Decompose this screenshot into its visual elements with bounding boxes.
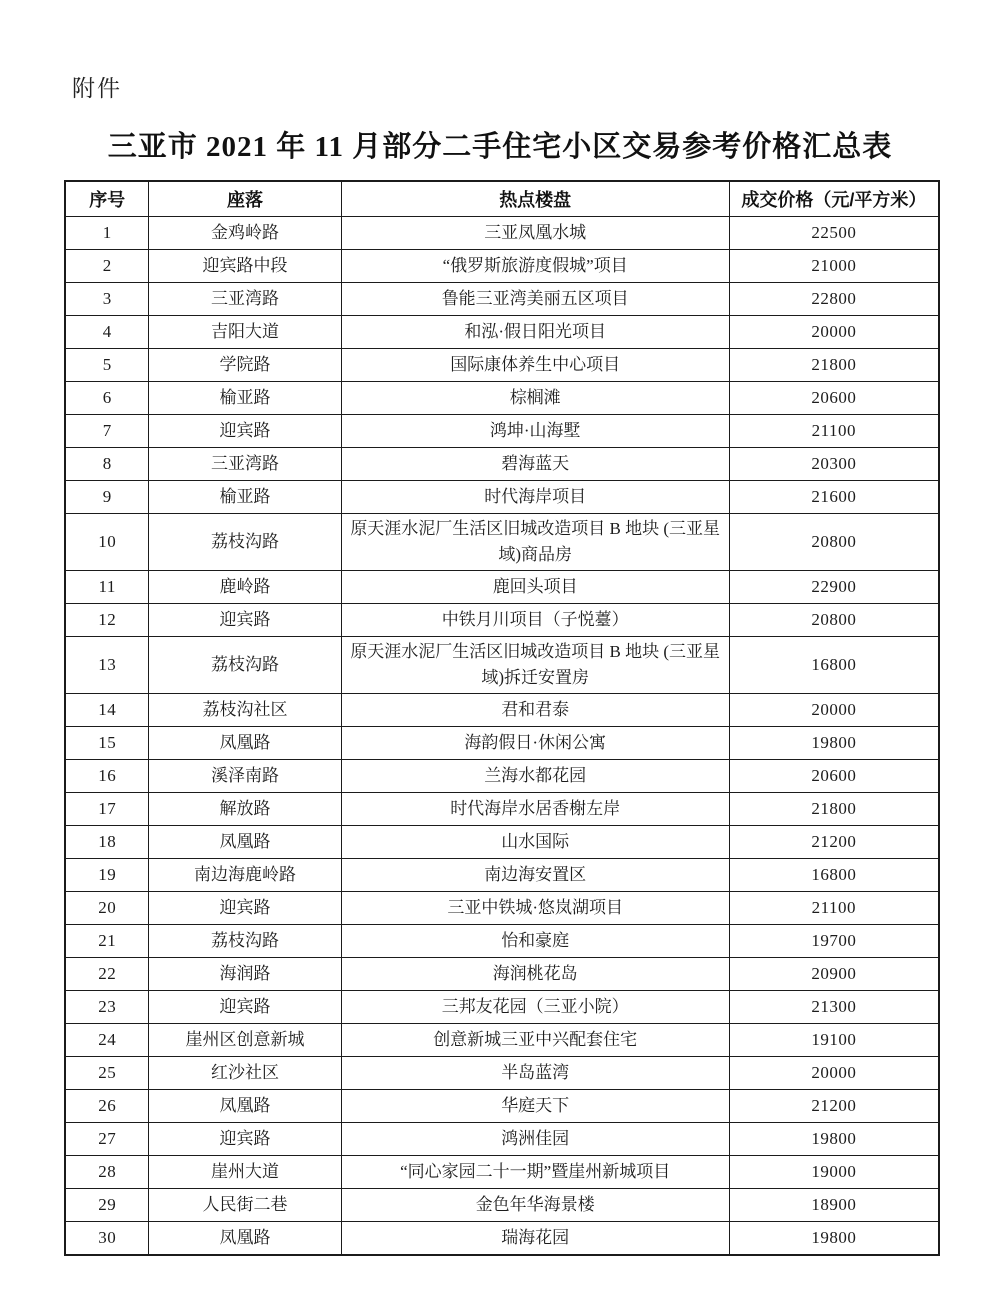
cell-location: 红沙社区 xyxy=(149,1057,341,1090)
table-row xyxy=(65,925,939,958)
table-row xyxy=(65,760,939,793)
cell-no: 27 xyxy=(65,1123,149,1156)
cell-no: 22 xyxy=(65,958,149,991)
cell-property: 鹿回头项目 xyxy=(341,571,729,604)
cell-no: 11 xyxy=(65,571,149,604)
cell-location: 金鸡岭路 xyxy=(149,217,341,250)
cell-location: 凤凰路 xyxy=(149,826,341,859)
table-row xyxy=(65,859,939,892)
cell-price: 16800 xyxy=(729,859,939,892)
cell-property: 君和君泰 xyxy=(341,694,729,727)
cell-price: 20800 xyxy=(729,514,939,571)
cell-price: 21300 xyxy=(729,991,939,1024)
cell-price: 20600 xyxy=(729,382,939,415)
cell-price: 22900 xyxy=(729,571,939,604)
cell-price: 21100 xyxy=(729,415,939,448)
cell-property: 三亚中铁城·悠岚湖项目 xyxy=(341,892,729,925)
cell-property: 中铁月川项目（子悦薹） xyxy=(341,604,729,637)
cell-no: 6 xyxy=(65,382,149,415)
cell-property: 山水国际 xyxy=(341,826,729,859)
cell-location: 荔枝沟路 xyxy=(149,637,341,694)
cell-property: 碧海蓝天 xyxy=(341,448,729,481)
table-header xyxy=(65,181,939,217)
cell-price: 21200 xyxy=(729,826,939,859)
cell-location: 解放路 xyxy=(149,793,341,826)
table-row xyxy=(65,637,939,694)
cell-location: 崖州区创意新城 xyxy=(149,1024,341,1057)
cell-property: 国际康体养生中心项目 xyxy=(341,349,729,382)
cell-location: 凤凰路 xyxy=(149,1090,341,1123)
table-header-row xyxy=(65,181,939,217)
cell-no: 19 xyxy=(65,859,149,892)
table-row xyxy=(65,604,939,637)
cell-property: 鸿坤·山海墅 xyxy=(341,415,729,448)
cell-no: 4 xyxy=(65,316,149,349)
cell-price: 22800 xyxy=(729,283,939,316)
cell-no: 7 xyxy=(65,415,149,448)
cell-location: 荔枝沟路 xyxy=(149,925,341,958)
cell-no: 9 xyxy=(65,481,149,514)
table-row xyxy=(65,349,939,382)
cell-location: 学院路 xyxy=(149,349,341,382)
cell-property: 金色年华海景楼 xyxy=(341,1189,729,1222)
cell-location: 三亚湾路 xyxy=(149,448,341,481)
table-row xyxy=(65,316,939,349)
cell-location: 迎宾路中段 xyxy=(149,250,341,283)
cell-property: 原天涯水泥厂生活区旧城改造项目 B 地块 (三亚星域)商品房 xyxy=(341,514,729,571)
cell-location: 海润路 xyxy=(149,958,341,991)
cell-price: 20900 xyxy=(729,958,939,991)
cell-no: 23 xyxy=(65,991,149,1024)
cell-location: 凤凰路 xyxy=(149,1222,341,1256)
table-row xyxy=(65,727,939,760)
cell-property: 怡和豪庭 xyxy=(341,925,729,958)
header-property: 热点楼盘 xyxy=(341,181,729,217)
price-table xyxy=(64,180,940,1256)
cell-location: 三亚湾路 xyxy=(149,283,341,316)
cell-location: 荔枝沟路 xyxy=(149,514,341,571)
table-row xyxy=(65,826,939,859)
cell-no: 24 xyxy=(65,1024,149,1057)
cell-no: 16 xyxy=(65,760,149,793)
cell-price: 18900 xyxy=(729,1189,939,1222)
cell-price: 21200 xyxy=(729,1090,939,1123)
cell-no: 28 xyxy=(65,1156,149,1189)
cell-price: 20300 xyxy=(729,448,939,481)
table-row xyxy=(65,793,939,826)
cell-no: 10 xyxy=(65,514,149,571)
cell-location: 迎宾路 xyxy=(149,604,341,637)
cell-no: 29 xyxy=(65,1189,149,1222)
table-row xyxy=(65,1156,939,1189)
table-row xyxy=(65,415,939,448)
table-row xyxy=(65,283,939,316)
cell-no: 26 xyxy=(65,1090,149,1123)
cell-property: 鸿洲佳园 xyxy=(341,1123,729,1156)
cell-property: 和泓·假日阳光项目 xyxy=(341,316,729,349)
header-no: 序号 xyxy=(65,181,149,217)
cell-no: 15 xyxy=(65,727,149,760)
cell-property: 海润桃花岛 xyxy=(341,958,729,991)
table-row xyxy=(65,250,939,283)
cell-price: 22500 xyxy=(729,217,939,250)
table-row xyxy=(65,1123,939,1156)
cell-location: 崖州大道 xyxy=(149,1156,341,1189)
cell-price: 21100 xyxy=(729,892,939,925)
table-row xyxy=(65,571,939,604)
cell-property: 原天涯水泥厂生活区旧城改造项目 B 地块 (三亚星域)拆迁安置房 xyxy=(341,637,729,694)
cell-price: 19700 xyxy=(729,925,939,958)
table-row xyxy=(65,1222,939,1256)
cell-property: 三邦友花园（三亚小院） xyxy=(341,991,729,1024)
table-body xyxy=(65,217,939,1256)
cell-property: 瑞海花园 xyxy=(341,1222,729,1256)
cell-property: “俄罗斯旅游度假城”项目 xyxy=(341,250,729,283)
cell-location: 凤凰路 xyxy=(149,727,341,760)
cell-location: 人民街二巷 xyxy=(149,1189,341,1222)
cell-price: 20000 xyxy=(729,316,939,349)
cell-property: “同心家园二十一期”暨崖州新城项目 xyxy=(341,1156,729,1189)
table-row xyxy=(65,892,939,925)
cell-location: 吉阳大道 xyxy=(149,316,341,349)
cell-price: 21800 xyxy=(729,793,939,826)
cell-location: 榆亚路 xyxy=(149,481,341,514)
cell-no: 25 xyxy=(65,1057,149,1090)
cell-price: 20600 xyxy=(729,760,939,793)
cell-property: 鲁能三亚湾美丽五区项目 xyxy=(341,283,729,316)
cell-no: 1 xyxy=(65,217,149,250)
cell-no: 18 xyxy=(65,826,149,859)
table-row xyxy=(65,217,939,250)
cell-property: 半岛蓝湾 xyxy=(341,1057,729,1090)
table-row xyxy=(65,1189,939,1222)
cell-location: 南边海鹿岭路 xyxy=(149,859,341,892)
header-price: 成交价格（元/平方米） xyxy=(729,181,939,217)
table-row xyxy=(65,694,939,727)
cell-location: 迎宾路 xyxy=(149,415,341,448)
cell-no: 8 xyxy=(65,448,149,481)
cell-property: 华庭天下 xyxy=(341,1090,729,1123)
cell-price: 19800 xyxy=(729,1222,939,1256)
cell-no: 5 xyxy=(65,349,149,382)
cell-property: 时代海岸项目 xyxy=(341,481,729,514)
table-row xyxy=(65,481,939,514)
attachment-label: 附件 xyxy=(72,76,122,101)
cell-price: 19800 xyxy=(729,1123,939,1156)
cell-property: 兰海水都花园 xyxy=(341,760,729,793)
cell-price: 16800 xyxy=(729,637,939,694)
cell-no: 12 xyxy=(65,604,149,637)
cell-price: 21800 xyxy=(729,349,939,382)
table-row xyxy=(65,448,939,481)
cell-no: 2 xyxy=(65,250,149,283)
cell-property: 创意新城三亚中兴配套住宅 xyxy=(341,1024,729,1057)
cell-location: 迎宾路 xyxy=(149,991,341,1024)
cell-no: 14 xyxy=(65,694,149,727)
cell-location: 荔枝沟社区 xyxy=(149,694,341,727)
cell-price: 21000 xyxy=(729,250,939,283)
cell-location: 溪泽南路 xyxy=(149,760,341,793)
cell-property: 三亚凤凰水城 xyxy=(341,217,729,250)
cell-no: 30 xyxy=(65,1222,149,1256)
cell-property: 棕榈滩 xyxy=(341,382,729,415)
cell-no: 21 xyxy=(65,925,149,958)
table-row xyxy=(65,1090,939,1123)
table-row xyxy=(65,514,939,571)
cell-location: 榆亚路 xyxy=(149,382,341,415)
table-row xyxy=(65,958,939,991)
table-row xyxy=(65,991,939,1024)
page-title: 三亚市 2021 年 11 月部分二手住宅小区交易参考价格汇总表 xyxy=(107,131,893,163)
cell-property: 时代海岸水居香榭左岸 xyxy=(341,793,729,826)
cell-price: 19800 xyxy=(729,727,939,760)
cell-no: 20 xyxy=(65,892,149,925)
header-location: 座落 xyxy=(149,181,341,217)
cell-location: 迎宾路 xyxy=(149,892,341,925)
cell-price: 20000 xyxy=(729,694,939,727)
table-row xyxy=(65,1057,939,1090)
cell-price: 19100 xyxy=(729,1024,939,1057)
cell-property: 南边海安置区 xyxy=(341,859,729,892)
cell-no: 13 xyxy=(65,637,149,694)
cell-no: 17 xyxy=(65,793,149,826)
cell-property: 海韵假日·休闲公寓 xyxy=(341,727,729,760)
table-row xyxy=(65,1024,939,1057)
cell-location: 鹿岭路 xyxy=(149,571,341,604)
cell-price: 20800 xyxy=(729,604,939,637)
table-row xyxy=(65,382,939,415)
cell-location: 迎宾路 xyxy=(149,1123,341,1156)
cell-price: 19000 xyxy=(729,1156,939,1189)
cell-price: 21600 xyxy=(729,481,939,514)
cell-price: 20000 xyxy=(729,1057,939,1090)
cell-no: 3 xyxy=(65,283,149,316)
